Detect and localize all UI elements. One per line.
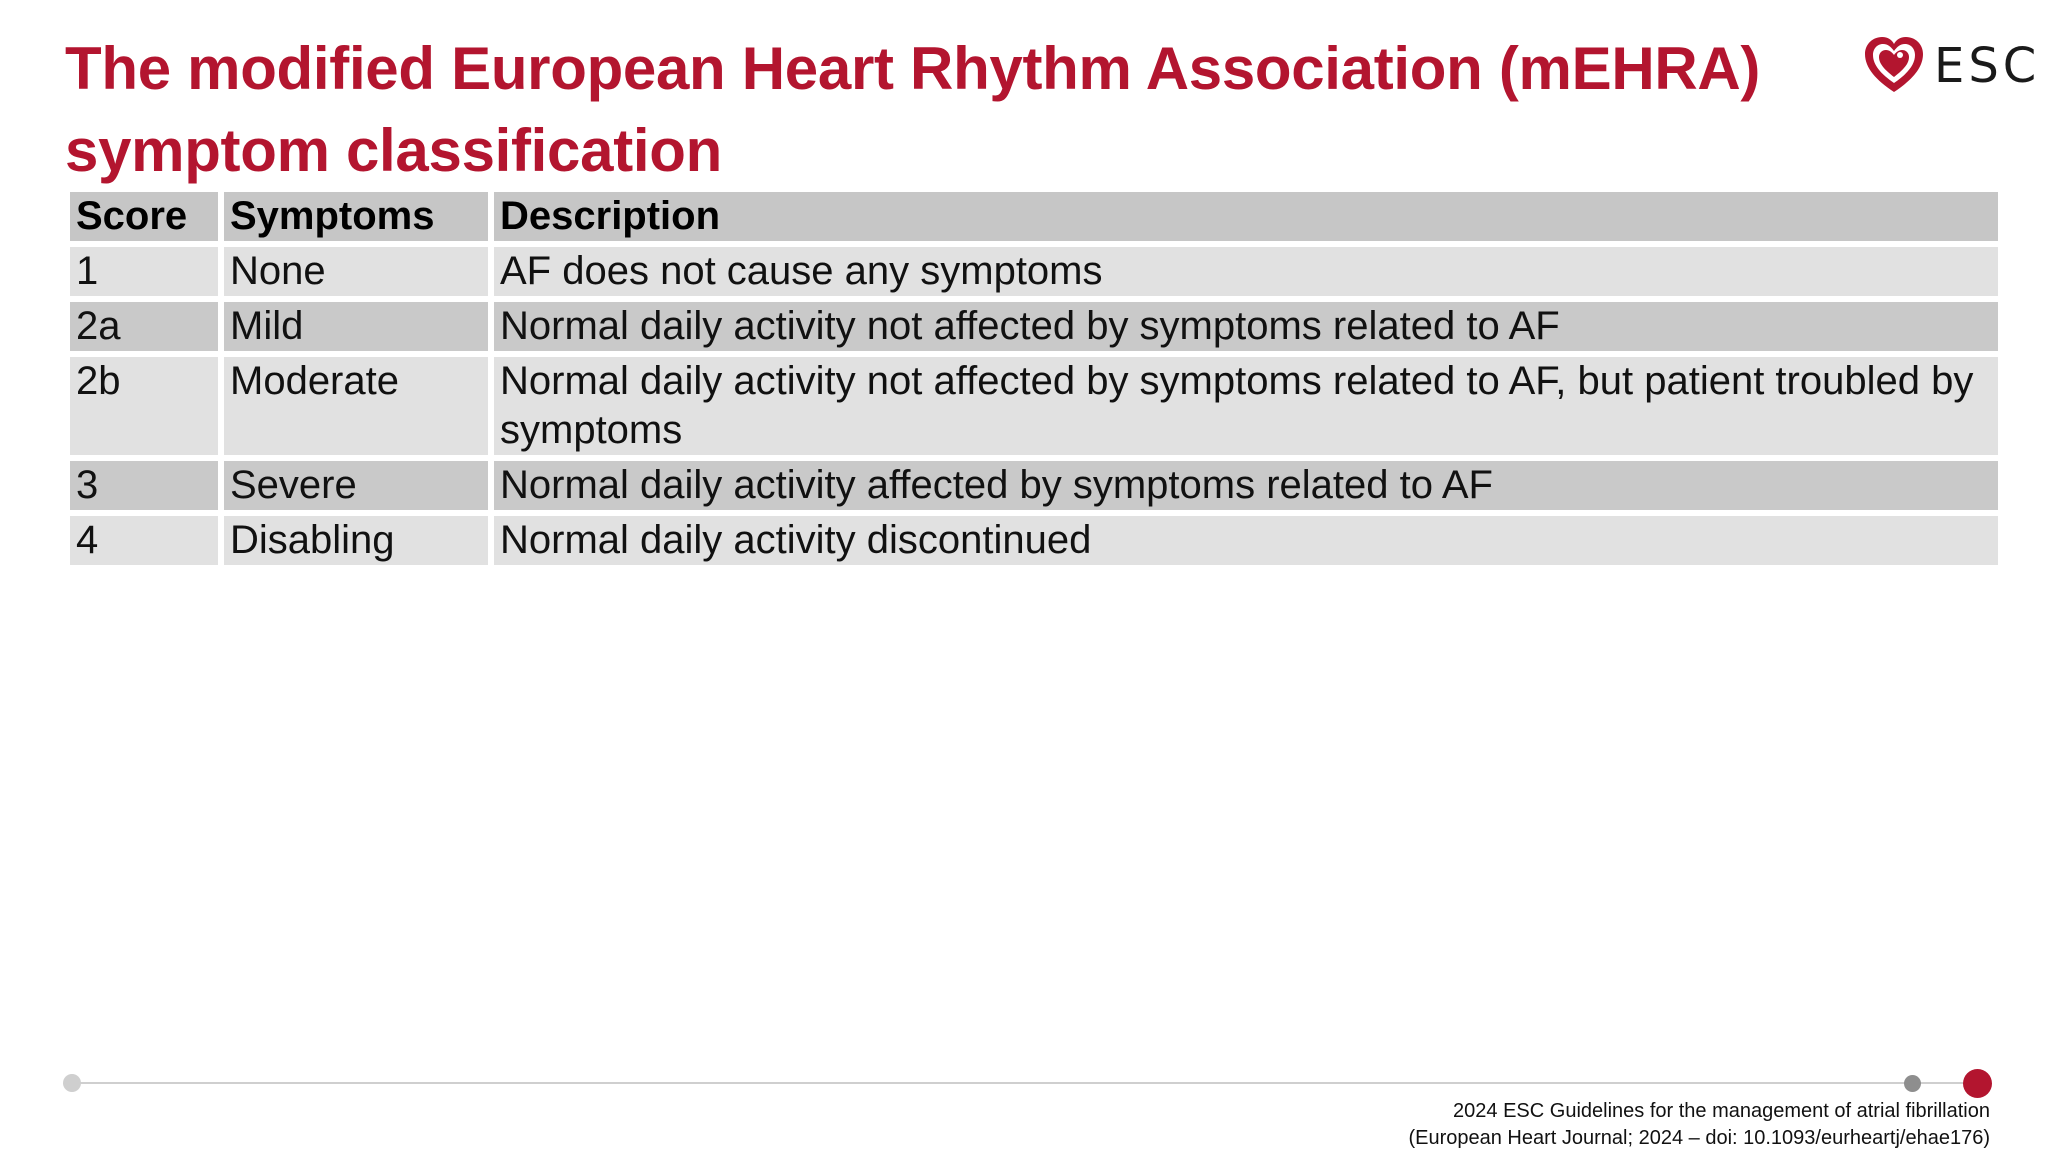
symptoms-cell: Disabling [224,516,488,565]
description-cell: Normal daily activity affected by symptoms related to AF [494,461,1998,510]
score-cell: 3 [70,461,218,510]
timeline-end-dot [1963,1069,1992,1098]
table-row [70,516,1998,565]
score-cell: 4 [70,516,218,565]
citation-line-2: (European Heart Journal; 2024 – doi: 10.1093/eurheartj/ehae176) [1408,1127,1990,1149]
score-cell: 1 [70,247,218,296]
symptoms-cell: Moderate [224,357,488,455]
table-row [70,247,1998,296]
symptoms-cell: None [224,247,488,296]
timeline-marker-dot [1904,1075,1921,1092]
description-cell: Normal daily activity not affected by symptoms related to AF, but patient troubled by symptoms [494,357,1998,455]
score-cell: 2b [70,357,218,455]
mehra-table [64,186,2004,571]
table-row [70,461,1998,510]
logo-text: ESC [1934,38,2041,94]
description-cell: Normal daily activity not affected by symptoms related to AF [494,302,1998,351]
score-cell: 2a [70,302,218,351]
table-row [70,302,1998,351]
header-symptoms: Symptoms [224,192,488,241]
header-description: Description [494,192,1998,241]
table-header-row [70,192,1998,241]
description-cell: Normal daily activity discontinued [494,516,1998,565]
description-cell: AF does not cause any symptoms [494,247,1998,296]
timeline-start-dot [63,1074,81,1092]
citation [1408,1098,1990,1152]
heart-icon [1862,34,1926,98]
header-score: Score [70,192,218,241]
progress-timeline [72,1082,1977,1084]
citation-line-1: 2024 ESC Guidelines for the management of atrial fibrillation [1453,1100,1990,1122]
symptoms-cell: Mild [224,302,488,351]
esc-logo [1862,34,2040,98]
table-row [70,357,1998,455]
slide-title: The modified European Heart Rhythm Association (mEHRA) symptom classification [65,35,1761,184]
symptoms-cell: Severe [224,461,488,510]
